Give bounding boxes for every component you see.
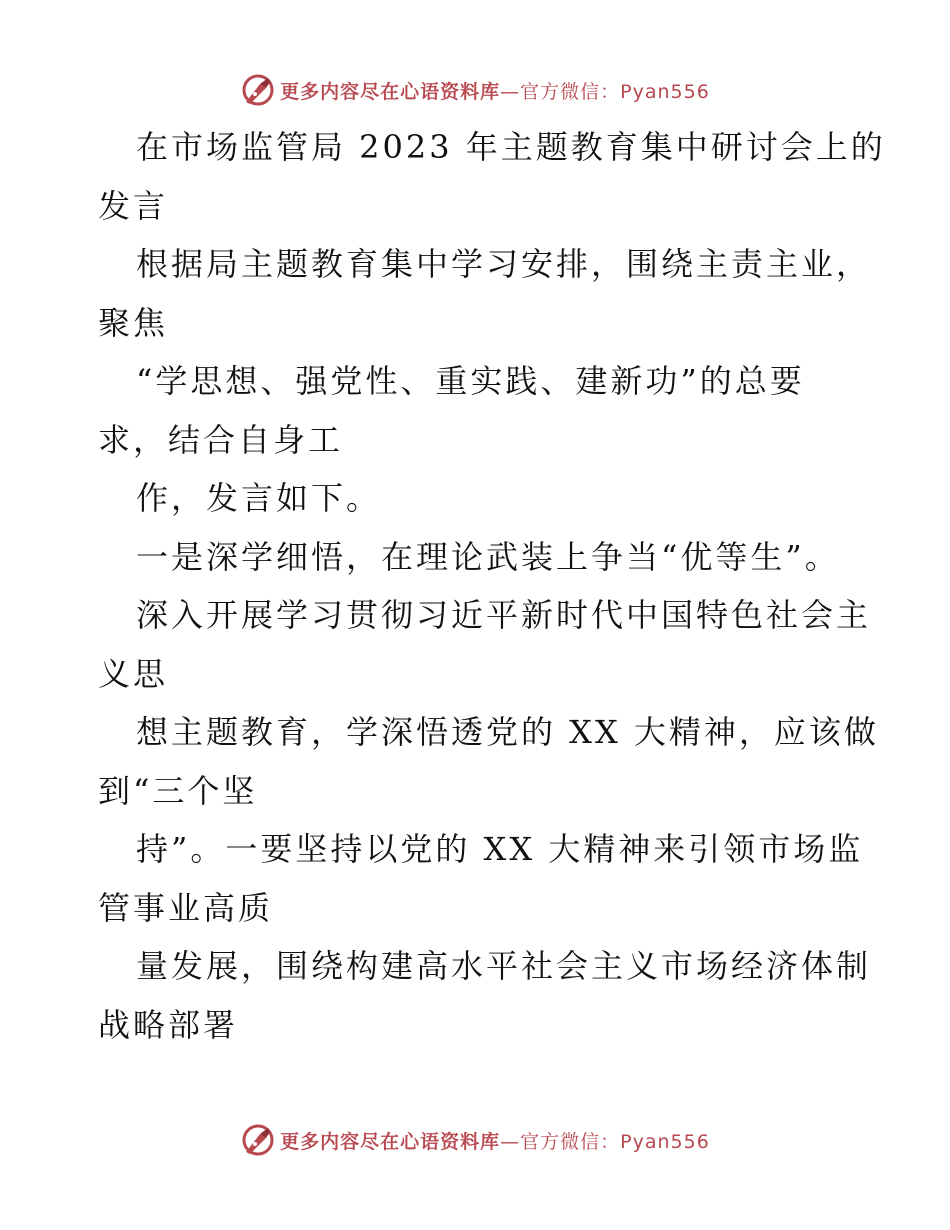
document-line: 深入开展学习贯彻习近平新时代中国特色社会主 bbox=[136, 596, 872, 634]
document-line: “学思想、强党性、重实践、建新功”的总要 bbox=[136, 362, 805, 400]
footer-watermark bbox=[0, 1120, 950, 1160]
document-line: 管事业高质 bbox=[98, 888, 274, 927]
watermark-label-bold: 更多内容尽在心语资料库 bbox=[280, 1130, 501, 1153]
document-body bbox=[98, 118, 886, 1054]
document-line: 到“三个坚 bbox=[98, 771, 258, 810]
document-line: 在市场监管局 2023 年主题教育集中研讨会上的 bbox=[136, 128, 886, 166]
document-line: 义思 bbox=[98, 654, 169, 693]
document-line: 持”。一要坚持以党的 XX 大精神来引领市场监 bbox=[136, 830, 864, 868]
document-line: 求，结合自身工 bbox=[98, 420, 344, 459]
watermark-label-bold: 更多内容尽在心语资料库 bbox=[280, 80, 501, 103]
watermark-label-rest: —官方微信：Pyan556 bbox=[500, 80, 710, 103]
document-line: 量发展，围绕构建高水平社会主义市场经济体制 bbox=[136, 947, 872, 985]
watermark-label-rest: —官方微信：Pyan556 bbox=[500, 1130, 710, 1153]
pen-nib-logo-icon bbox=[240, 1122, 276, 1158]
document-line: 想主题教育，学深悟透党的 XX 大精神，应该做 bbox=[136, 713, 879, 751]
pen-nib-logo-icon bbox=[240, 72, 276, 108]
document-line: 战略部署 bbox=[98, 1005, 239, 1044]
document-line: 一是深学细悟，在理论武装上争当“优等生”。 bbox=[136, 537, 840, 576]
header-watermark bbox=[0, 70, 950, 110]
document-line: 作，发言如下。 bbox=[136, 479, 382, 517]
document-line: 聚焦 bbox=[98, 303, 169, 342]
watermark-text bbox=[280, 1127, 710, 1154]
watermark-text bbox=[280, 77, 710, 104]
document-line: 发言 bbox=[98, 186, 169, 225]
document-line: 根据局主题教育集中学习安排，围绕主责主业， bbox=[136, 245, 872, 283]
